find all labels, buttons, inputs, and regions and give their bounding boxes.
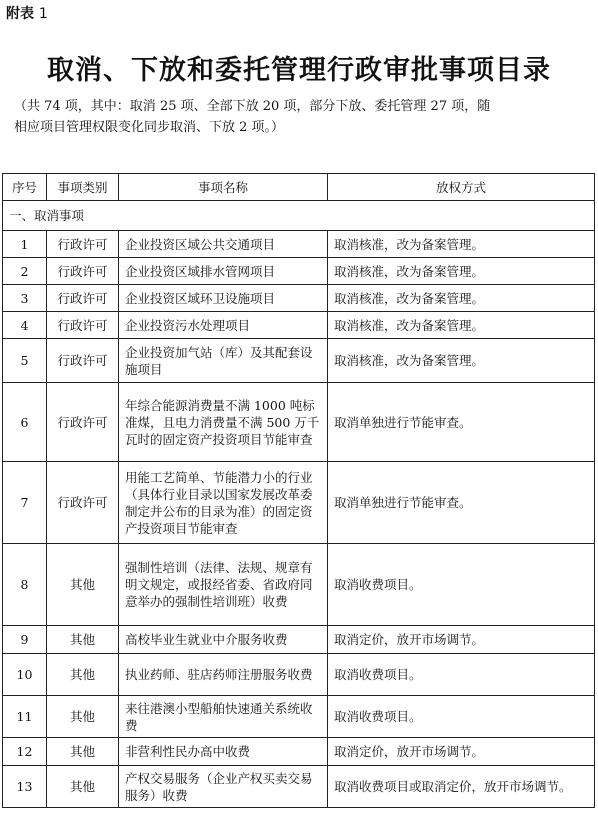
header-number: 序号 xyxy=(3,174,47,201)
subtitle-line-1: （共 74 项，其中：取消 25 项、全部下放 20 项，部分下放、委托管理 27 项，随 xyxy=(14,99,491,114)
row-method: 取消单独进行节能审查。 xyxy=(328,462,595,544)
document-subtitle xyxy=(14,96,589,138)
row-item-name: 执业药师、驻店药师注册服务收费 xyxy=(119,654,328,696)
row-item-name: 年综合能源消费量不满 1000 吨标准煤，且电力消费量不满 500 万千瓦时的固定资产投资项目节能审查 xyxy=(119,383,328,462)
row-item-name: 高校毕业生就业中介服务收费 xyxy=(119,626,328,654)
row-method: 取消核准，改为备案管理。 xyxy=(328,312,595,339)
row-item-name: 企业投资区域环卫设施项目 xyxy=(119,285,328,312)
row-category: 行政许可 xyxy=(47,231,119,258)
table-row xyxy=(3,258,595,285)
row-method: 取消核准，改为备案管理。 xyxy=(328,231,595,258)
header-category: 事项类别 xyxy=(47,174,119,201)
document-title: 取消、下放和委托管理行政审批事项目录 xyxy=(47,55,551,86)
row-number: 6 xyxy=(3,383,47,462)
row-category: 其他 xyxy=(47,544,119,626)
row-item-name: 强制性培训（法律、法规、规章有明文规定，或报经省委、省政府同意举办的强制性培训班）收费 xyxy=(119,544,328,626)
table-row xyxy=(3,626,595,654)
table-row xyxy=(3,231,595,258)
table-row xyxy=(3,285,595,312)
table-row xyxy=(3,462,595,544)
table-header-row xyxy=(3,174,595,201)
row-item-name: 企业投资污水处理项目 xyxy=(119,312,328,339)
row-category: 行政许可 xyxy=(47,285,119,312)
table-row xyxy=(3,383,595,462)
approval-items-table xyxy=(2,173,595,808)
row-category: 行政许可 xyxy=(47,339,119,383)
table-row xyxy=(3,738,595,766)
row-category: 行政许可 xyxy=(47,462,119,544)
row-item-name: 企业投资区域排水管网项目 xyxy=(119,258,328,285)
table-row xyxy=(3,312,595,339)
row-method: 取消核准，改为备案管理。 xyxy=(328,285,595,312)
table-row xyxy=(3,339,595,383)
attachment-number: 1 xyxy=(38,6,48,22)
row-method: 取消收费项目。 xyxy=(328,696,595,738)
row-item-name: 用能工艺简单、节能潜力小的行业（具体行业目录以国家发展改革委制定并公布的目录为准）的固定资产投资项目节能审查 xyxy=(119,462,328,544)
row-method: 取消单独进行节能审查。 xyxy=(328,383,595,462)
row-number: 12 xyxy=(3,738,47,766)
row-number: 10 xyxy=(3,654,47,696)
row-method: 取消定价，放开市场调节。 xyxy=(328,626,595,654)
row-method: 取消定价，放开市场调节。 xyxy=(328,738,595,766)
header-item-name: 事项名称 xyxy=(119,174,328,201)
table-row xyxy=(3,696,595,738)
table-row xyxy=(3,766,595,808)
header-method: 放权方式 xyxy=(328,174,595,201)
row-number: 4 xyxy=(3,312,47,339)
row-category: 其他 xyxy=(47,626,119,654)
row-item-name: 企业投资加气站（库）及其配套设施项目 xyxy=(119,339,328,383)
row-method: 取消核准，改为备案管理。 xyxy=(328,339,595,383)
row-method: 取消收费项目或取消定价，放开市场调节。 xyxy=(328,766,595,808)
row-category: 其他 xyxy=(47,696,119,738)
section-row xyxy=(3,201,595,231)
row-category: 行政许可 xyxy=(47,258,119,285)
row-category: 其他 xyxy=(47,766,119,808)
row-number: 1 xyxy=(3,231,47,258)
row-number: 7 xyxy=(3,462,47,544)
row-number: 8 xyxy=(3,544,47,626)
row-number: 9 xyxy=(3,626,47,654)
row-method: 取消收费项目。 xyxy=(328,654,595,696)
table-row xyxy=(3,544,595,626)
section-title: 一、取消事项 xyxy=(3,201,595,231)
row-item-name: 产权交易服务（企业产权买卖交易服务）收费 xyxy=(119,766,328,808)
row-category: 其他 xyxy=(47,654,119,696)
row-category: 行政许可 xyxy=(47,383,119,462)
attachment-label xyxy=(6,3,48,23)
row-category: 行政许可 xyxy=(47,312,119,339)
row-method: 取消核准，改为备案管理。 xyxy=(328,258,595,285)
row-category: 其他 xyxy=(47,738,119,766)
attachment-prefix: 附表 xyxy=(6,6,34,22)
row-item-name: 来往港澳小型船舶快速通关系统收费 xyxy=(119,696,328,738)
row-number: 13 xyxy=(3,766,47,808)
subtitle-line-2: 相应项目管理权限变化同步取消、下放 2 项。） xyxy=(14,120,285,135)
row-number: 5 xyxy=(3,339,47,383)
table-row xyxy=(3,654,595,696)
row-number: 3 xyxy=(3,285,47,312)
row-method: 取消收费项目。 xyxy=(328,544,595,626)
row-number: 11 xyxy=(3,696,47,738)
row-number: 2 xyxy=(3,258,47,285)
row-item-name: 企业投资区域公共交通项目 xyxy=(119,231,328,258)
row-item-name: 非营利性民办高中收费 xyxy=(119,738,328,766)
